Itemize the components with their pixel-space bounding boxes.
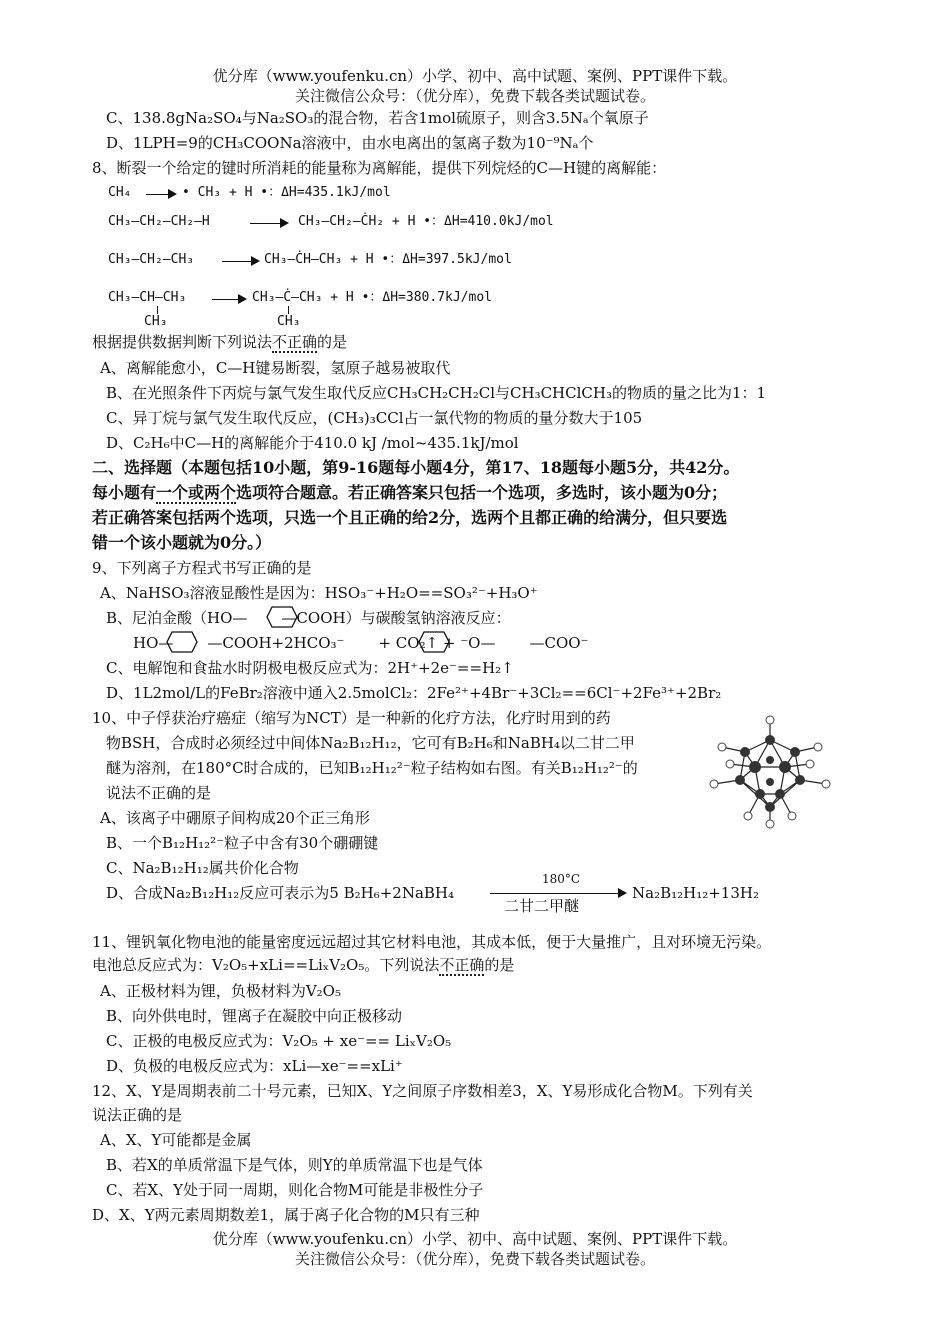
section2-line-2a: 每小题有	[92, 483, 157, 502]
q10-condition-solvent: 二甘二甲醚	[504, 897, 580, 915]
b12h12-structure-figure	[700, 712, 840, 832]
q11-option-b: B、向外供电时，锂离子在凝胶中向正极移动	[106, 1007, 403, 1025]
q8-eq2-right: CH₃—CH₂—ĊH₂ + H •：ΔH=410.0kJ/mol	[298, 214, 554, 229]
q8-eq1-arrow	[146, 194, 170, 195]
q8-ask	[92, 332, 347, 352]
q8-eq1-arrowhead	[168, 189, 177, 199]
header-line-2: 关注微信公众号：（优分库），免费下载各类试题试卷。	[294, 87, 655, 105]
q9-option-d: D、1L2mol/L的FeBr₂溶液中通入2.5molCl₂：2Fe²⁺+4Br⁻+3Cl₂==6Cl⁻+2Fe³⁺+2Br₂	[106, 684, 722, 702]
q9-option-c: C、电解饱和食盐水时阴极电极反应式为：2H⁺+2e⁻==H₂↑	[106, 659, 514, 677]
q9-b2-hco3: +2HCO₃⁻	[271, 634, 345, 652]
q7-option-c: C、138.8gNa₂SO₄与Na₂SO₃的混合物，若含1mol硫原子，则含3.5Nₐ个氧原子	[106, 109, 649, 127]
q11-line-2-emphasis: 不正确	[439, 956, 485, 974]
q8-eq1-left: CH₄	[108, 185, 132, 200]
q8-eq2-left: CH₃—CH₂—CH₂—H	[108, 214, 210, 229]
q10-option-a: A、该离子中硼原子间构成20个正三角形	[100, 809, 370, 827]
q8-eq2-arrowhead	[280, 218, 289, 228]
q8-eq4-arrowhead	[238, 294, 247, 304]
q8-eq4-sub-left: CH₃	[144, 314, 168, 329]
section2-line-1: 二、选择题（本题包括10小题，第9-16题每小题4分，第17、18题每小题5分，共42分。	[92, 458, 740, 477]
q10-option-c: C、Na₂B₁₂H₁₂属共价化合物	[106, 859, 299, 877]
q11-option-a: A、正极材料为锂，负极材料为V₂O₅	[100, 982, 341, 1000]
q8-eq2-arrow	[250, 223, 280, 224]
q10-product: Na₂B₁₂H₁₂+13H₂	[632, 884, 759, 902]
q10-line-1: 10、中子俘获治疗癌症（缩写为NCT）是一种新的化疗方法，化疗时用到的药	[92, 709, 611, 727]
q8-option-d: D、C₂H₆中C—H的离解能介于410.0 kJ /mol~435.1kJ/mol	[106, 434, 519, 452]
footer-line-1: 优分库（www.youfenku.cn）小学、初中、高中试题、案例、PPT课件下载。	[212, 1230, 738, 1248]
q8-eq4-sub-right: CH₃	[277, 314, 301, 329]
q12-option-c: C、若X、Y处于同一周期，则化合物M可能是非极性分子	[106, 1181, 484, 1199]
q8-option-a: A、离解能愈小，C—H键易断裂，氢原子越易被取代	[100, 359, 451, 377]
q10-line-3: 醚为溶剂，在180°C时合成的，已知B₁₂H₁₂²⁻粒子结构如右图。有关B₁₂H₁₂²⁻的	[106, 759, 638, 777]
q11-option-d: D、负极的电极反应式为：xLi—xe⁻==xLi⁺	[106, 1057, 403, 1075]
q11-option-c: C、正极的电极反应式为：V₂O₅ + xe⁻== LiₓV₂O₅	[106, 1032, 452, 1050]
q10-option-b: B、一个B₁₂H₁₂²⁻粒子中含有30个硼硼键	[106, 834, 379, 852]
q10-option-d: D、合成Na₂B₁₂H₁₂反应可表示为5 B₂H₆+2NaBH₄	[106, 884, 455, 902]
q9-b-suffix: ）与碳酸氢钠溶液反应：	[345, 609, 511, 627]
section2-line-2-emphasis: 一个或两个	[156, 483, 237, 502]
q8-option-c: C、异丁烷与氯气发生取代反应，(CH₃)₃CCl占一氯代物的物质的量分数大于105	[106, 409, 643, 427]
q11-line-2	[92, 955, 514, 975]
q8-ask-end: 的是	[317, 333, 348, 351]
q9-stem: 9、下列离子方程式书写正确的是	[92, 559, 312, 577]
q9-option-b-line1	[106, 608, 511, 628]
q8-eq3-arrowhead	[251, 256, 260, 266]
q10-condition-temp: 180°C	[542, 872, 581, 886]
q9-b2-right: + CO₂↑ + ⁻O—	[378, 634, 496, 652]
q11-line-2a: 电池总反应式为：V₂O₅+xLi==LiₓV₂O₅。下列说法	[92, 956, 440, 974]
q8-eq3-left: CH₃—CH₂—CH₃	[108, 252, 195, 267]
q10-line-2: 物BSH，合成时必须经过中间体Na₂B₁₂H₁₂，它可有B₂H₆和NaBH₄以二甘二甲	[106, 734, 635, 752]
q8-ask-text: 根据提供数据判断下列说法	[92, 333, 273, 351]
q12-option-d: D、X、Y两元素周期数差1，属于离子化合物的M只有三种	[92, 1206, 480, 1224]
benzene-ring-icon	[166, 631, 198, 653]
q8-eq4-arrow	[212, 299, 240, 300]
q8-eq1-right: • CH₃ + H •：ΔH=435.1kJ/mol	[182, 185, 391, 200]
q8-eq4-right: CH₃—Ċ—CH₃ + H •：ΔH=380.7kJ/mol	[252, 290, 492, 305]
q9-b2-ho: HO—	[133, 634, 174, 652]
q11-line-1: 11、锂钒氧化物电池的能量密度远远超过其它材料电池，其成本低，便于大量推广，且对环境无污染。	[92, 933, 772, 951]
q11-line-2b: 的是	[484, 956, 515, 974]
benzene-ring-icon	[418, 631, 450, 653]
footer-line-2: 关注微信公众号：（优分库），免费下载各类试题试卷。	[294, 1250, 655, 1268]
q9-b-prefix: B、尼泊金酸（	[106, 609, 208, 627]
header-line-1: 优分库（www.youfenku.cn）小学、初中、高中试题、案例、PPT课件下载。	[212, 67, 738, 85]
q8-option-b: B、在光照条件下丙烷与氯气发生取代反应CH₃CH₂CH₂Cl与CH₃CHClCH₃的物质的量之比为1：1	[106, 384, 767, 402]
q12-option-a: A、X、Y可能都是金属	[100, 1131, 252, 1149]
q12-line-1: 12、X、Y是周期表前二十号元素，已知X、Y之间原子序数相差3，X、Y易形成化合物M。下列有关	[92, 1082, 753, 1100]
q9-option-a: A、NaHSO₃溶液显酸性是因为：HSO₃⁻+H₂O==SO₃²⁻+H₃O⁺	[100, 584, 538, 602]
q7-option-d: D、1LPH=9的CH₃COONa溶液中，由水电离出的氢离子数为10⁻⁹Nₐ个	[106, 134, 594, 152]
q12-option-b: B、若X的单质常温下是气体，则Y的单质常温下也是气体	[106, 1156, 483, 1174]
q10-reaction-arrowhead	[618, 888, 627, 898]
q8-ask-emphasis: 不正确	[272, 333, 318, 351]
q10-line-4: 说法不正确的是	[106, 784, 212, 802]
q9-b2-coo: —COO⁻	[529, 634, 589, 652]
section2-line-2b: 选项符合题意。若正确答案只包括一个选项，多选时，该小题为0分；	[236, 483, 728, 502]
q8-eq4-left: CH₃—CH—CH₃	[108, 290, 187, 305]
q8-eq3-arrow	[222, 261, 252, 262]
q9-b-cooh: —COOH	[281, 609, 346, 627]
q8-eq3-right: CH₃—ĊH—CH₃ + H •：ΔH=397.5kJ/mol	[264, 252, 512, 267]
section2-line-3: 若正确答案包括两个选项，只选一个且正确的给2分，选两个且都正确的给满分，但只要选	[92, 508, 728, 527]
benzene-ring-icon	[266, 606, 298, 628]
q9-b-ho: HO—	[207, 609, 248, 627]
q12-line-2: 说法正确的是	[92, 1106, 183, 1124]
q9-option-b-line2	[133, 633, 588, 653]
q10-reaction-arrow	[490, 893, 620, 894]
section2-line-4: 错一个该小题就为0分。）	[92, 533, 272, 552]
q9-b2-cooh: —COOH	[207, 634, 272, 652]
section2-line-2	[92, 483, 727, 503]
q8-stem: 8、断裂一个给定的键时所消耗的能量称为离解能，提供下列烷烃的C—H键的离解能：	[92, 159, 667, 177]
